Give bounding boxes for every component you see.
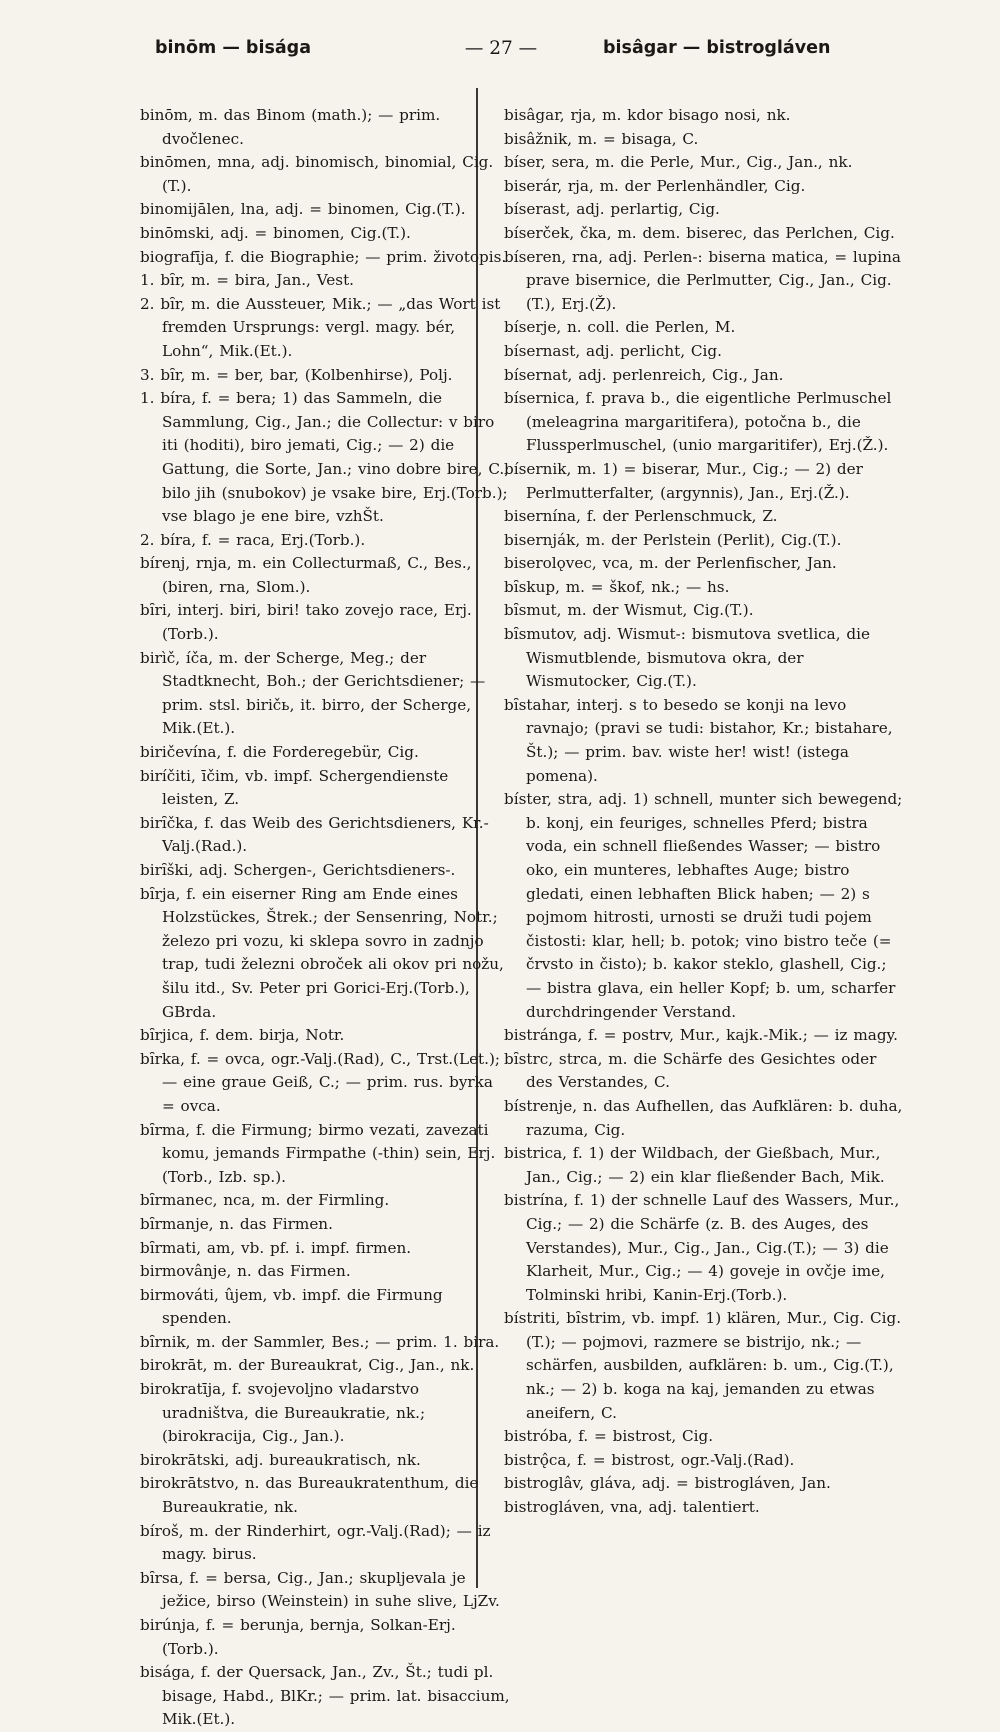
dictionary-entry: bistrica, f. 1) der Wildbach, der Gießbach, Mur., Jan., Cig.; — 2) ein klar fließender Bach, Mik. [504, 1144, 885, 1186]
dictionary-entry: bisernják, m. der Perlstein (Perlit), Cig.(T.). [504, 530, 842, 549]
dictionary-entry: 2. bíra, f. = raca, Erj.(Torb.). [140, 530, 366, 549]
running-header [0, 38, 1000, 68]
dictionary-entry: birȋški, adj. Schergen-, Gerichtsdieners-. [140, 861, 456, 879]
dictionary-entry: birmováti, ûjem, vb. impf. die Firmung spenden. [140, 1285, 443, 1328]
dictionary-entry: biserár, rja, m. der Perlenhändler, Cig. [504, 176, 806, 195]
dictionary-entry: bȋrmanje, n. das Firmen. [140, 1214, 333, 1233]
dictionary-entry: bísernik, m. 1) = biserar, Mur., Cig.; — 2) der Perlmutterfalter, (argynnis), Jan., Erj.(Ž.). [504, 459, 863, 502]
dictionary-entry: bisernína, f. der Perlenschmuck, Z. [504, 507, 778, 526]
dictionary-entry: bíster, stra, adj. 1) schnell, munter sich bewegend; b. konj, ein feuriges, schnelles Pferd; bistra voda, ein schnell fließendes Wasser; — bistro oko, ein munteres, lebhaftes Auge; bistro gledati, einen lebhaften Blick haben; — 2) s pojmom hitrosti, urnosti se druži tudi pojem čistosti: klar, hell; b. potok; vino bistro teče (= črvsto in čisto); b. kakor steklo, glashell, Cig.; — bistra glava, ein heller Kopf; b. um, scharfer durchdringender Verstand. [504, 790, 903, 1021]
dictionary-entry: 3. bȋr, m. = ber, bar, (Kolbenhirse), Polj. [140, 365, 453, 384]
dictionary-entry: bistránga, f. = postrv, Mur., kajk.-Mik.; — iz magy. [504, 1026, 898, 1045]
dictionary-entry: binomijālen, lna, adj. = binomen, Cig.(T.). [140, 200, 466, 219]
dictionary-entry: bȋrnik, m. der Sammler, Bes.; — prim. 1. bira. [140, 1332, 500, 1351]
dictionary-entry: bíserček, čka, m. dem. biserec, das Perlchen, Cig. [504, 223, 895, 242]
dictionary-entry: bístriti, bȋstrim, vb. impf. 1) klären, Mur., Cig. Cig.(T.); — pojmovi, razmere se bistrijo, nk.; — schärfen, ausbilden, aufklären: b. um., Cig.(T.), nk.; — 2) b. koga na kaj, jemanden zu etwas aneifern, C. [504, 1309, 902, 1422]
page-number: — 27 — [464, 38, 538, 59]
dictionary-entry: bȋsmut, m. der Wismut, Cig.(T.). [504, 601, 754, 620]
dictionary-entry: bístrenje, n. das Aufhellen, das Aufklären: b. duha, razuma, Cig. [504, 1096, 903, 1139]
dictionary-entry: birmovânje, n. das Firmen. [140, 1262, 351, 1281]
dictionary-entry: birȋčka, f. das Weib des Gerichtsdieners, Kr.-Valj.(Rad.). [140, 813, 489, 856]
dictionary-entry: bistrína, f. 1) der schnelle Lauf des Wassers, Mur., Cig.; — 2) die Schärfe (z. B. des Auges, des Verstandes), Mur., Cig., Jan., Cig.(T.); — 3) die Klarheit, Mur., Cig.; — 4) goveje in ovčje ime, Tolminski hribi, Kanin-Erj.(Torb.). [504, 1191, 900, 1304]
dictionary-entry: bísernat, adj. perlenreich, Cig., Jan. [504, 365, 784, 384]
dictionary-entry: binōm, m. das Binom (math.); — prim. dvočlenec. [140, 106, 441, 148]
dictionary-entry: 2. bȋr, m. die Aussteuer, Mik.; — „das Wort ist fremden Ursprungs: vergl. magy. bér, Lohn“, Mik.(Et.). [140, 294, 501, 360]
dictionary-entry: bȋrjica, f. dem. birja, Notr. [140, 1026, 345, 1045]
dictionary-entry: biografīja, f. die Biographie; — prim. životopis. [140, 247, 507, 266]
dictionary-entry: bȋrja, f. ein eiserner Ring am Ende eines Holzstückes, Štrek.; der Sensenring, Notr.; železo pri vozu, ki sklepa sovro in zadnjo trap, tudi železni obroček ali okov pri nožu, šilu itd., Sv. Peter pri Gorici-Erj.(Torb.), GBrda. [140, 884, 504, 1021]
dictionary-entry: birokrātski, adj. bureaukratisch, nk. [140, 1450, 421, 1469]
dictionary-entry: bisâgar, rja, m. kdor bisago nosi, nk. [504, 106, 791, 124]
dictionary-entry: bȋrka, f. = ovca, ogr.-Valj.(Rad), C., Trst.(Let.); — eine graue Geiß, C.; — prim. rus. byrka = ovca. [140, 1049, 501, 1115]
dictionary-entry: bíserast, adj. perlartig, Cig. [504, 200, 720, 219]
dictionary-entry: bíroš, m. der Rinderhirt, ogr.-Valj.(Rad); — iz magy. birus. [140, 1521, 491, 1564]
dictionary-entry: birokratīja, f. svojevoljno vladarstvo uradništva, die Bureaukratie, nk.; (birokracija, Cig., Jan.). [140, 1380, 426, 1446]
dictionary-entry: birokrātstvo, n. das Bureaukratenthum, die Bureaukratie, nk. [140, 1474, 479, 1517]
dictionary-entry: birokrāt, m. der Bureaukrat, Cig., Jan., nk. [140, 1356, 475, 1375]
right-column [504, 104, 904, 1520]
dictionary-entry: bȋsmutov, adj. Wismut-: bismutova svetlica, die Wismutblende, bismutova okra, der Wismutocker, Cig.(T.). [504, 625, 870, 691]
header-right-guideword: bisâgar — bistrogláven [603, 38, 831, 58]
dictionary-entry: 1. bíra, f. = bera; 1) das Sammeln, die Sammlung, Cig., Jan.; die Collectur: v biro iti (hoditi), biro jemati, Cig.; — 2) die Gattung, die Sorte, Jan.; vino dobre bire, C.; bilo jih (snubokov) je vsake bire, Erj.(Torb.); vse blago je ene bire, vzhŠt. [140, 389, 510, 526]
dictionary-entry: bȋstrc, strca, m. die Schärfe des Gesichtes oder des Verstandes, C. [504, 1049, 877, 1092]
dictionary-entry: bíser, sera, m. die Perle, Mur., Cig., Jan., nk. [504, 153, 853, 172]
dictionary-entry: 1. bȋr, m. = bira, Jan., Vest. [140, 271, 354, 290]
dictionary-entry: birúnja, f. = berunja, bernja, Solkan-Erj.(Torb.). [140, 1616, 456, 1658]
dictionary-entry: bistróba, f. = bistrost, Cig. [504, 1427, 714, 1446]
dictionary-entry: bíseren, rna, adj. Perlen-: biserna matica, = lupina prave bisernice, die Perlmutter, Cig., Jan., Cig.(T.), Erj.(Ž). [504, 247, 901, 313]
dictionary-entry: biságа, f. der Quersack, Jan., Zv., Št.; tudi pl. bisage, Habd., BlKr.; — prim. lat. bisaccium, Mik.(Et.). [140, 1663, 510, 1729]
dictionary-entry: bíserje, n. coll. die Perlen, M. [504, 318, 736, 337]
dictionary-entry: bȋrma, f. die Firmung; birmo vezati, zavezati komu, jemands Firmpathe (-thin) sein, Erj.(Torb., Izb. sp.). [140, 1120, 496, 1186]
dictionary-entry: bȋrmati, am, vb. pf. i. impf. firmen. [140, 1238, 412, 1257]
dictionary-entry: biríčiti, īčim, vb. impf. Schergendienste leisten, Z. [140, 766, 449, 809]
dictionary-entry: bísernica, f. prava b., die eigentliche Perlmuschel (meleagrina margaritifera), potočna b., die Flussperlmuschel, (unio margaritifer), Erj.(Ž.). [504, 389, 892, 455]
left-column [140, 104, 510, 1732]
dictionary-entry: bistroglâv, gláva, adj. = bistrogláven, Jan. [504, 1474, 831, 1493]
dictionary-entry: bísernast, adj. perlicht, Cig. [504, 341, 722, 360]
dictionary-entry: bȋskup, m. = škof, nk.; — hs. [504, 577, 730, 596]
dictionary-entry: binōmen, mna, adj. binomisch, binomial, Cig.(T.). [140, 153, 494, 195]
dictionary-entry: bȋstahar, interj. s to besedo se konji na levo ravnajo; (pravi se tudi: bistahor, Kr.; bistahare, Št.); — prim. bav. wiste her! wist! (istega pomena). [504, 695, 893, 785]
header-left-guideword: binōm — bisága [155, 38, 312, 58]
dictionary-entry: bisâžnik, m. = bisaga, C. [504, 129, 699, 148]
dictionary-entry: bírenj, rnja, m. ein Collecturmaß, C., Bes., (biren, rna, Slom.). [140, 554, 472, 596]
dictionary-entry: biserolǫvec, vca, m. der Perlenfischer, Jan. [504, 554, 837, 573]
dictionary-entry: bȋrsa, f. = bersa, Cig., Jan.; skupljevala je ježice, birso (Weinstein) in suhe slive, LjZv. [140, 1568, 500, 1611]
dictionary-entry: bȋri, interj. biri, biri! tako zovejo race, Erj.(Torb.). [140, 601, 472, 644]
dictionary-entry: birìč, íča, m. der Scherge, Meg.; der Stadtknecht, Boh.; der Gerichtsdiener; — prim. stsl. biričь, it. birro, der Scherge, Mik.(Et.). [140, 648, 486, 738]
dictionary-entry: bistrǫ̂ca, f. = bistrost, ogr.-Valj.(Rad). [504, 1450, 795, 1469]
dictionary-entry: biričevína, f. die Forderegebür, Cig. [140, 743, 419, 762]
dictionary-entry: binōmski, adj. = binomen, Cig.(T.). [140, 223, 411, 242]
dictionary-entry: bȋrmanec, nca, m. der Firmling. [140, 1191, 390, 1210]
dictionary-entry: bistrogláven, vna, adj. talentiert. [504, 1498, 760, 1517]
